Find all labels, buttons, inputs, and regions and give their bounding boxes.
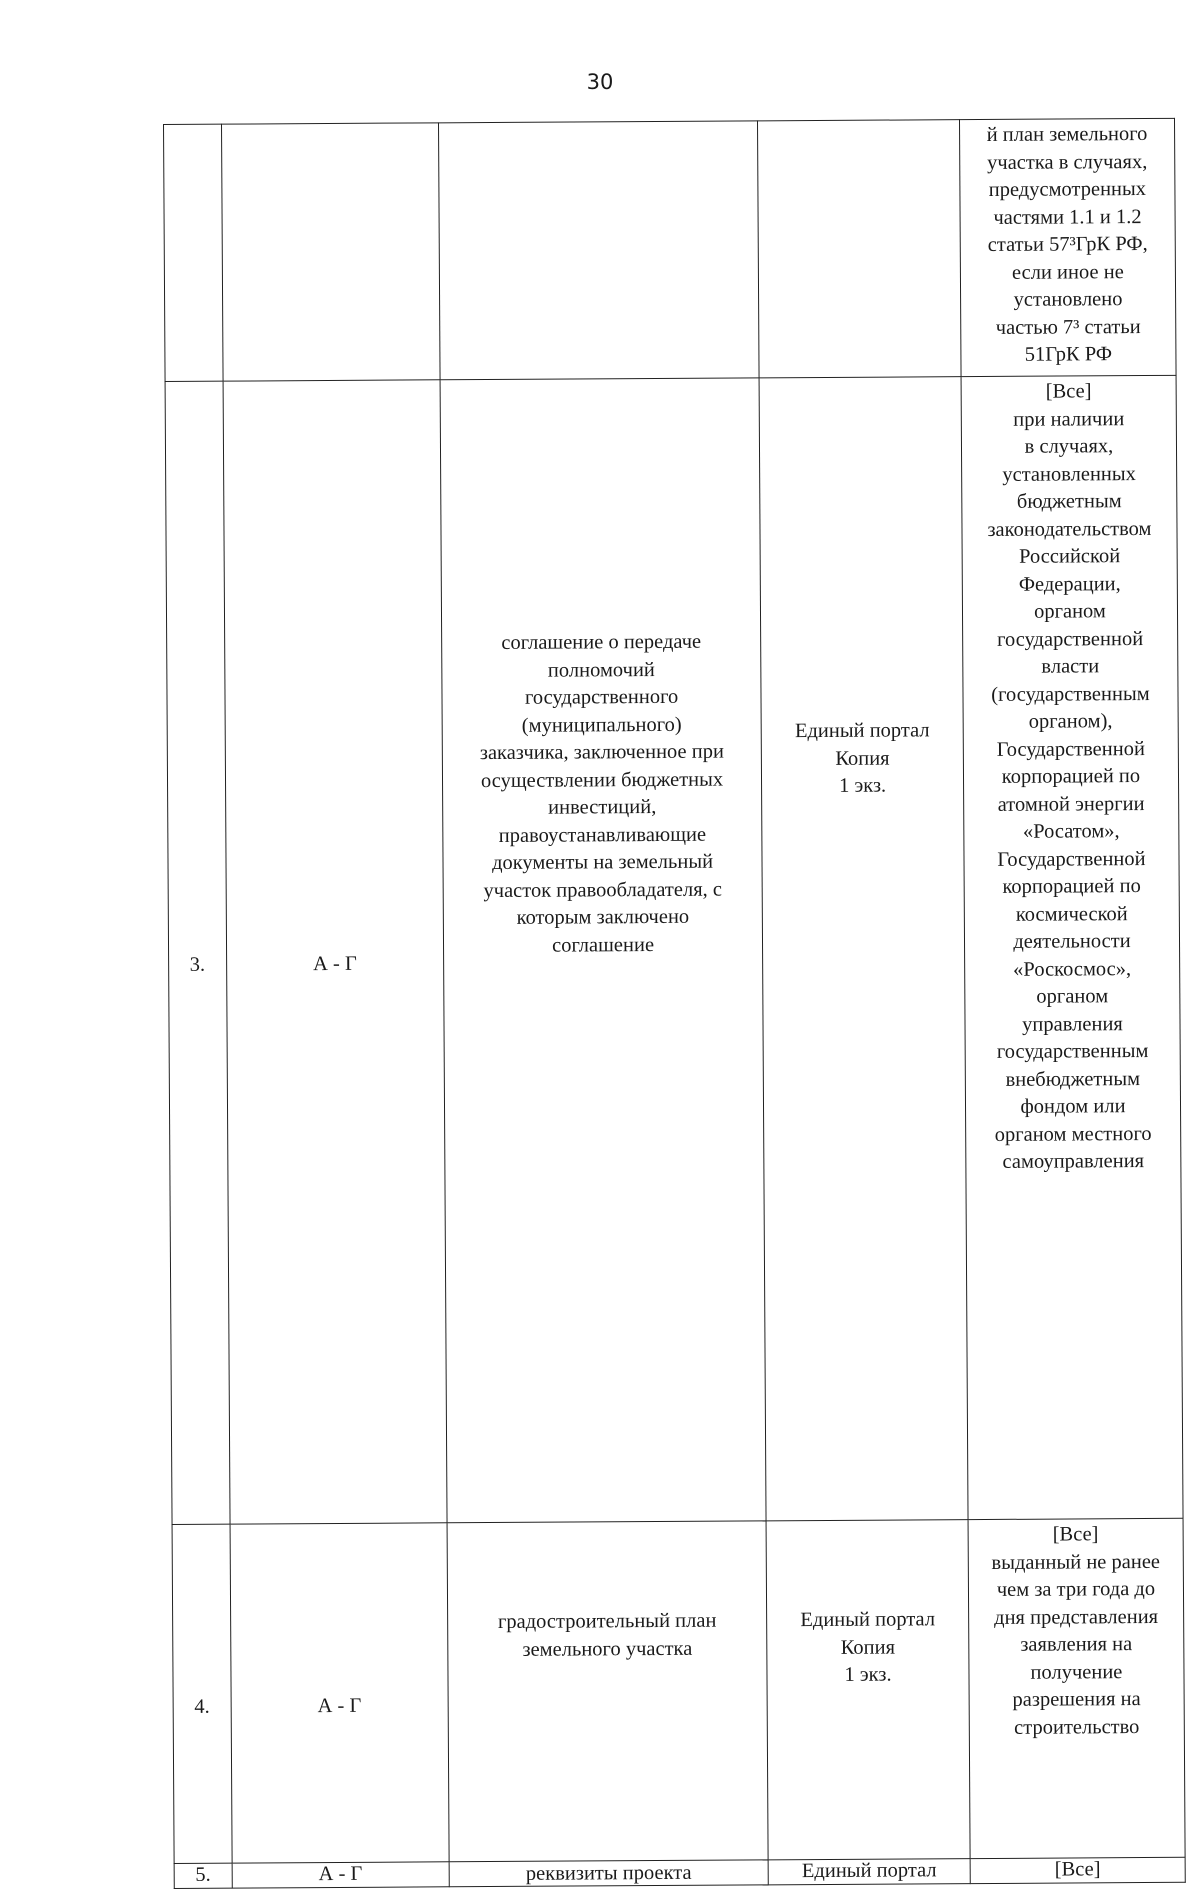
cell-line: 1 экз. [844, 1663, 892, 1686]
page-number: 30 [586, 70, 614, 94]
cell-line: получение [1030, 1660, 1123, 1684]
cell-line: заказчика, заключенное при [479, 740, 724, 765]
cell-line: й план земельного [986, 122, 1148, 146]
cell-category [221, 123, 440, 381]
cell-line: самоуправления [1002, 1150, 1145, 1173]
cell-category: А - Г [223, 380, 447, 1524]
cell-line: 1 экз. [838, 774, 887, 797]
cell-documents [438, 121, 759, 380]
cell-line: при наличии [1013, 407, 1125, 431]
cell-line: в случаях, [1024, 435, 1114, 458]
cell-source [759, 377, 968, 1521]
cell-line: Копия [835, 747, 890, 770]
cell-line: Копия [840, 1636, 896, 1659]
cell-line: [Все] [1052, 1523, 1099, 1546]
table-row [165, 375, 1183, 1524]
cell-line: Российской [1019, 545, 1121, 568]
cell-line: корпорацией по [1002, 875, 1141, 898]
cell-line: «Роскосмос», [1013, 957, 1132, 981]
table-row [172, 1518, 1185, 1863]
cell-line: Единый портал [800, 1608, 936, 1632]
cell-line: установлено [1013, 288, 1123, 311]
cell-line: органом [1033, 600, 1106, 623]
cell-documents [447, 1521, 768, 1862]
cell-note [970, 1857, 1185, 1883]
cell-line: выданный не ранее [991, 1550, 1161, 1574]
cell-line: корпорацией по [1001, 765, 1141, 788]
cell-line: [Все] [1054, 1858, 1101, 1881]
cell-line: соглашение [551, 933, 655, 957]
cell-category: А - Г [232, 1862, 449, 1888]
cell-note [961, 375, 1183, 1519]
cell-source [768, 1859, 970, 1885]
cell-number: 4. [172, 1524, 232, 1863]
cell-line: управления [1022, 1012, 1123, 1036]
cell-line: полномочий [547, 658, 655, 682]
cell-line: бюджетным [1016, 490, 1122, 513]
cell-line: соглашение о передаче [501, 630, 702, 654]
requirements-table [163, 118, 1186, 1889]
cell-line: 51ГрК РФ [1024, 343, 1113, 366]
cell-line: [Все] [1045, 380, 1092, 403]
cell-source [766, 1520, 970, 1860]
cell-line: предусмотренных [988, 177, 1147, 201]
cell-documents [449, 1860, 768, 1887]
cell-line: Государственной [996, 737, 1145, 761]
cell-note [968, 1518, 1185, 1858]
cell-line: осуществлении бюджетных [480, 768, 724, 792]
cell-line: органом местного [994, 1122, 1152, 1146]
cell-line: фондом или [1020, 1095, 1126, 1118]
cell-source [758, 120, 961, 378]
cell-line: Федерации, [1018, 572, 1121, 596]
cell-line: власти [1041, 655, 1100, 678]
cell-line: дня представления [994, 1605, 1159, 1629]
cell-line: строительство [1014, 1715, 1140, 1739]
cell-line: законодательством [987, 517, 1152, 541]
cell-line: космической [1015, 902, 1128, 926]
cell-line: инвестиций, [548, 795, 657, 819]
cell-line: документы на земельный [491, 850, 714, 875]
cell-note [959, 118, 1176, 376]
cell-line: государственной [996, 627, 1144, 651]
cell-documents [440, 378, 766, 1523]
cell-line: органом), [1028, 710, 1113, 733]
cell-line: правоустанавливающие [498, 823, 707, 847]
cell-line: (муниципального) [521, 713, 682, 737]
cell-line: Единый портал [801, 1859, 937, 1883]
cell-line: заявления на [1020, 1633, 1133, 1656]
table-row [174, 1857, 1185, 1888]
cell-line: деятельности [1013, 930, 1131, 953]
cell-line: участок правообладателя, с [483, 878, 723, 902]
cell-line: земельного участка [522, 1637, 693, 1661]
cell-line: частью 7³ статьи [995, 315, 1141, 339]
cell-line: государственного [524, 685, 679, 709]
cell-line: установленных [1002, 462, 1136, 486]
cell-number [164, 124, 223, 381]
cell-line: Единый портал [794, 719, 930, 743]
cell-line: «Росатом», [1022, 820, 1120, 843]
cell-line: внебюджетным [1005, 1067, 1141, 1091]
cell-line: если иное не [1011, 260, 1124, 284]
cell-number: 3. [165, 381, 230, 1524]
cell-line: Государственной [997, 847, 1146, 871]
cell-line: разрешения на [1012, 1688, 1141, 1711]
cell-line: участка в случаях, [987, 150, 1148, 174]
cell-line: реквизиты проекта [525, 1861, 692, 1885]
cell-line: атомной энергии [997, 792, 1145, 816]
cell-number: 5. [174, 1863, 232, 1888]
cell-line: государственным [996, 1039, 1149, 1063]
cell-category: А - Г [230, 1523, 449, 1863]
cell-line: статьи 57³ГрК РФ, [987, 232, 1148, 256]
cell-line: которым заключено [516, 905, 690, 929]
cell-line: чем за три года до [996, 1577, 1156, 1601]
cell-line: (государственным [991, 682, 1150, 706]
table-body [164, 118, 1186, 1888]
table-row [164, 118, 1177, 381]
cell-line: градостроительный план [497, 1609, 717, 1633]
cell-line: частями 1.1 и 1.2 [993, 205, 1142, 229]
cell-line: органом [1036, 985, 1109, 1008]
